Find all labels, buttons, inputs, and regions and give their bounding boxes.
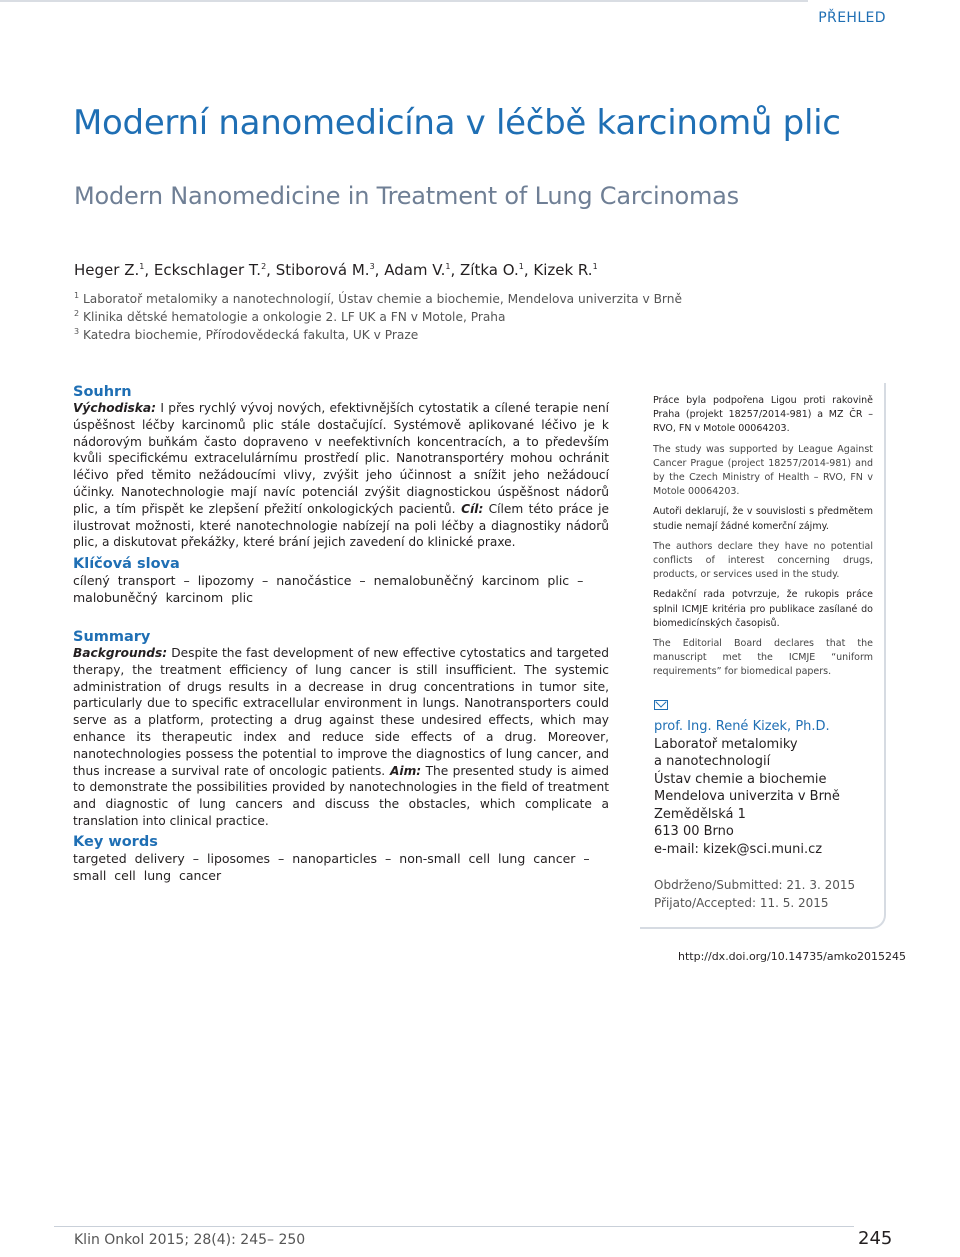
contact-line: 613 00 Brno — [654, 824, 734, 839]
keywords-heading: Key words — [73, 834, 158, 850]
affiliation: $^2$ Klinika dětské hematologie a onkologie 2. LF UK a FN v Motole, Praha — [74, 308, 506, 324]
author: Zítka O. — [460, 261, 519, 279]
author: Eckschlager T. — [153, 261, 262, 279]
funding-cz: Práce byla podpořena Ligou proti rakovině Praha (projekt 18257/2014-981) a MZ ČR – RVO, FN v Motole 00064203. — [653, 395, 873, 435]
summary-section — [73, 629, 609, 830]
contact-line: Laboratoř metalomiky — [654, 736, 798, 752]
dates — [654, 876, 855, 912]
icmje-cz: Redakční rada potvrzuje, že rukopis práce splnil ICMJE kritéria pro publikace zasílané do biomedicínských časopisů. — [653, 589, 873, 629]
page-number: 245 — [858, 1228, 893, 1249]
klicova-text: cílený transport – lipozomy – nanočástice – nemalobuněčný karcinom plic – malobuněčný karcinom plic — [73, 573, 584, 605]
souhrn-heading: Souhrn — [73, 384, 132, 400]
author: Stiborová M. — [275, 261, 370, 279]
contact-name: prof. Ing. René Kizek, Ph.D. — [654, 719, 830, 734]
affiliation: $^1$ Laboratoř metalomiky a nanotechnologií, Ústav chemie a biochemie, Mendelova univerzita v Brně — [74, 290, 682, 306]
souhrn-text: Východiska: I přes rychlý vývoj nových, efektivnějších cytostatik a cílené terapie není úspěšnost léčby karcinomů plic stále dostačující. Systémově aplikované léčivo je k nádorovým buňkám často dopraveno v neefektivních koncentracích, a to především kvůli specifickému extracelulárnímu prostředí plic. Nanotransportéry mohou ochránit léčivo před těmito nežádoucími vlivy, zvýšit jeho účinnost a snížit jeho nežádoucí účinky. Nanotechnologie mají navíc potenciál zvýšit diagnostickou úspěšnost nádorů plic, a tím přispět ke zlepšení přežití onkologických pacientů. Cíl: Cílem této práce je ilustrovat možnosti, které nanotechnologie nabízejí na poli léčby a diagnostiky nádorů plic, a diskutovat překážky, které brání jejich zavedení do klinické praxe. — [73, 401, 609, 550]
conflict-en: The authors declare they have no potential conflicts of interest concerning drugs, products, or services used in the study. — [653, 540, 873, 581]
keywords-text: targeted delivery – liposomes – nanoparticles – non-small cell lung cancer – small cell lung cancer — [73, 851, 590, 883]
corresponding-author — [654, 718, 884, 858]
souhrn-section — [73, 384, 609, 551]
contact-line: a nanotechnologií — [654, 754, 771, 769]
contact-line: Zemědělská 1 — [654, 806, 746, 822]
author-list: Heger Z.$^1$, Eckschlager T.$^2$, Stiborová M.$^3$, Adam V.$^1$, Zítka O.$^1$, Kizek R.$^1$ — [74, 261, 598, 279]
conflict-cz: Autoři deklarují, že v souvislosti s předmětem studie nemají žádné komerční zájmy. — [653, 506, 873, 532]
accepted-date: Přijato/Accepted: 11. 5. 2015 — [654, 896, 829, 910]
author: Heger Z. — [74, 261, 140, 279]
contact-line: Mendelova univerzita v Brně — [654, 789, 840, 804]
mail-icon — [654, 700, 668, 710]
top-rule — [0, 0, 808, 2]
keywords-section — [73, 834, 609, 884]
doi-link[interactable]: http://dx.doi.org/10.14735/amko2015245 — [678, 950, 907, 963]
author: Adam V. — [384, 261, 446, 279]
journal-citation: Klin Onkol 2015; 28(4): 245– 250 — [74, 1232, 306, 1248]
affiliation: $^3$ Katedra biochemie, Přírodovědecká fakulta, UK v Praze — [74, 326, 419, 342]
summary-text: Backgrounds: Despite the fast development of new effective cytostatics and targeted therapy, the treatment efficiency of lung cancer is still insufficient. The systemic administration of drugs results in a decrease in drug concentrations in tumor site, particularly due to specific extracellular environment in lungs. Nanotransporters could serve as a platform, protecting a drug against these undesired effects, which may enhance its therapeutic index and reduce side effects of a drug. Moreover, nanotechnologies possess the potential to improve the diagnostics of lung cancer, and thus increase a survival rate of oncologic patients. Aim: The presented study is aimed to demonstrate the possibilities provided by nanotechnologies in the field of treatment and diagnostic of lung cancers and discuss the obstacles, which complicate a translation into clinical practice. — [73, 646, 609, 828]
funding-en: The study was supported by League Against Cancer Prague (project 18257/2014-981) and by the Czech Ministry of Health – RVO, FN v Motole 00064203. — [653, 443, 873, 498]
summary-heading: Summary — [73, 629, 151, 645]
icmje-en: The Editorial Board declares that the manuscript met the ICMJE “uniform requirements” for biomedical papers. — [653, 638, 873, 678]
submitted-date: Obdrženo/Submitted: 21. 3. 2015 — [654, 878, 856, 892]
contact-email[interactable]: e-mail: kizek@sci.muni.cz — [654, 841, 823, 857]
footer-rule — [54, 1226, 854, 1227]
sidebar-notes — [653, 394, 873, 686]
klicova-heading: Klíčová slova — [73, 556, 180, 572]
section-label: PŘEHLED — [818, 10, 886, 26]
contact-line: Ústav chemie a biochemie — [654, 771, 827, 787]
klicova-slova-section — [73, 556, 609, 606]
author: Kizek R. — [533, 261, 593, 279]
article-title: Moderní nanomedicína v léčbě karcinomů plic — [73, 103, 841, 143]
article-subtitle: Modern Nanomedicine in Treatment of Lung Carcinomas — [74, 182, 739, 210]
